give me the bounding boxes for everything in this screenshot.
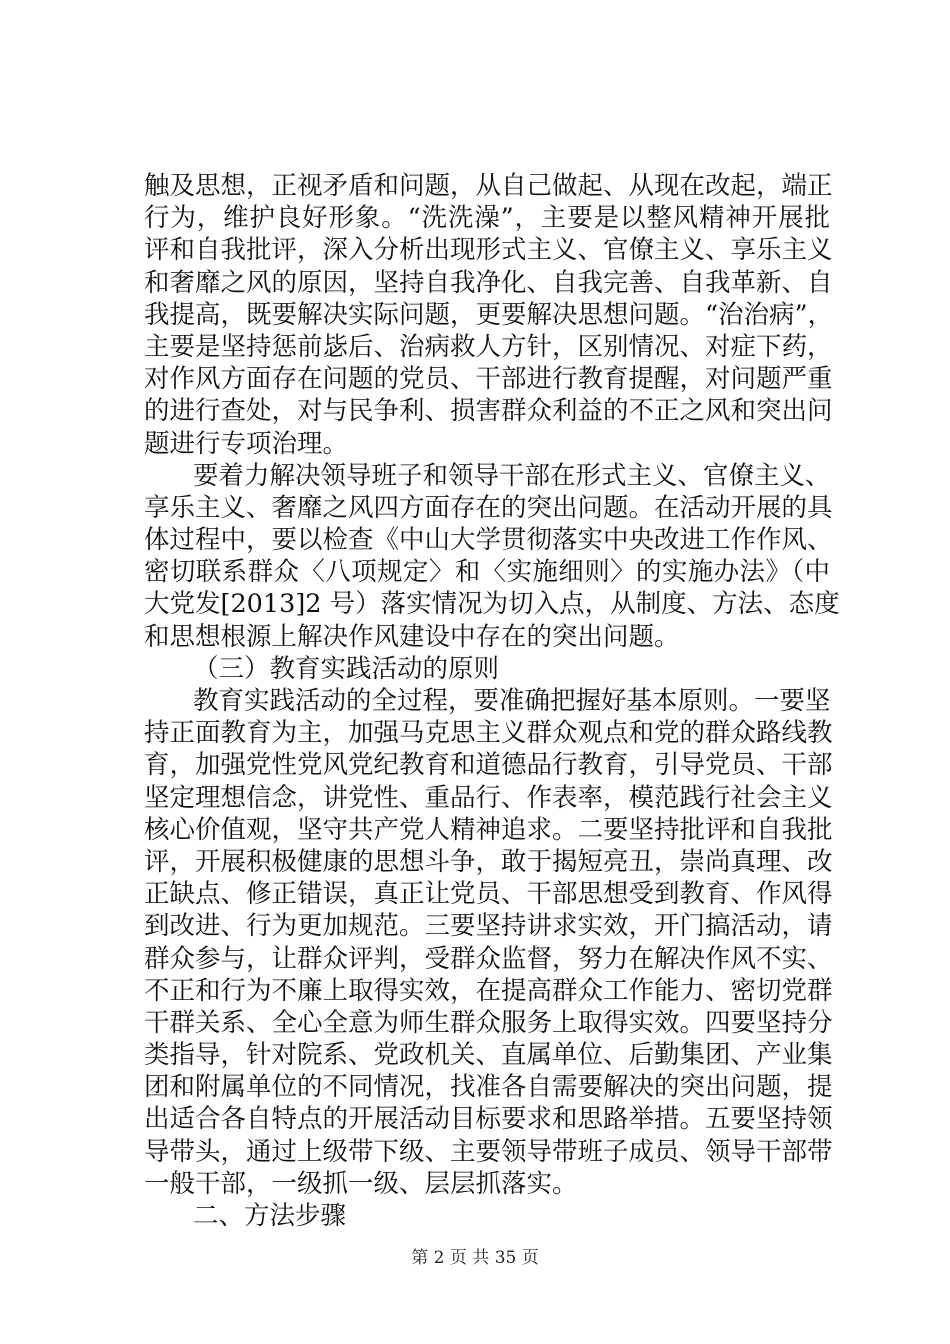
text-line: 二、方法步骤: [193, 1201, 347, 1231]
text-line: 正缺点、修正错误，真正让党员、干部思想受到教育、作风得: [144, 879, 833, 910]
text-line: 持正面教育为主，加强马克思主义群众观点和党的群众路线教: [144, 718, 833, 749]
text-line: 我提高，既要解决实际问题，更要解决思想问题。“治治病”，: [144, 299, 834, 330]
document-body: [144, 170, 840, 1232]
text-line: 不正和行为不廉上取得实效，在提高群众工作能力、密切党群: [144, 975, 833, 1006]
text-line: 题进行专项治理。: [144, 428, 349, 459]
page-number-footer: 第 2 页 共 35 页: [411, 1248, 539, 1268]
text-line: 密切联系群众〈八项规定〉和〈实施细则〉的实施办法》（中: [144, 557, 830, 588]
text-line: 核心价值观，坚守共产党人精神追求。二要坚持批评和自我批: [144, 814, 833, 845]
text-line: 大党发[2013]2 号）落实情况为切入点，从制度、方法、态度: [144, 589, 840, 620]
text-line: 和思想根源上解决作风建设中存在的突出问题。: [144, 621, 680, 652]
text-line: 的进行查处，对与民争利、损害群众利益的不正之风和突出问: [144, 396, 833, 427]
text-line: 导带头，通过上级带下级、主要领导带班子成员、领导干部带: [144, 1136, 833, 1167]
text-line: 干群关系、全心全意为师生群众服务上取得实效。四要坚持分: [144, 1007, 833, 1038]
text-line: 坚定理想信念，讲党性、重品行、作表率，模范践行社会主义: [144, 782, 833, 813]
text-line: 评和自我批评，深入分析出现形式主义、官僚主义、享乐主义: [144, 235, 833, 266]
text-line: 类指导，针对院系、党政机关、直属单位、后勤集团、产业集: [144, 1040, 833, 1071]
text-line: 教育实践活动的全过程，要准确把握好基本原则。一要坚: [193, 686, 831, 716]
text-line: 主要是坚持惩前毖后、治病救人方针，区别情况、对症下药，: [144, 331, 833, 362]
text-line: 出适合各自特点的开展活动目标要求和思路举措。五要坚持领: [144, 1104, 833, 1135]
text-line: 一般干部，一级抓一级、层层抓落实。: [144, 1168, 578, 1199]
text-line: 评，开展积极健康的思想斗争，敢于揭短亮丑，崇尚真理、改: [144, 846, 833, 877]
text-line: 群众参与，让群众评判，受群众监督，努力在解决作风不实、: [144, 943, 833, 974]
text-line: 享乐主义、奢靡之风四方面存在的突出问题。在活动开展的具: [144, 492, 833, 523]
text-line: 触及思想，正视矛盾和问题，从自己做起、从现在改起，端正: [144, 171, 833, 201]
text-line: 育，加强党性党风党纪教育和道德品行教育，引导党员、干部: [144, 750, 833, 781]
text-line: 行为，维护良好形象。“洗洗澡”，主要是以整风精神开展批: [144, 203, 830, 234]
text-line: 和奢靡之风的原因，坚持自我净化、自我完善、自我革新、自: [144, 267, 833, 298]
text-line: （三）教育实践活动的原则: [193, 653, 500, 684]
text-line: 团和附属单位的不同情况，找准各自需要解决的突出问题，提: [144, 1072, 833, 1103]
text-line: 对作风方面存在问题的党员、干部进行教育提醒，对问题严重: [144, 364, 833, 395]
text-line: 要着力解决领导班子和领导干部在形式主义、官僚主义、: [193, 460, 831, 491]
text-line: 体过程中，要以检查《中山大学贯彻落实中央改进工作作风、: [144, 525, 833, 556]
text-line: 到改进、行为更加规范。三要坚持讲求实效，开门搞活动，请: [144, 911, 833, 942]
